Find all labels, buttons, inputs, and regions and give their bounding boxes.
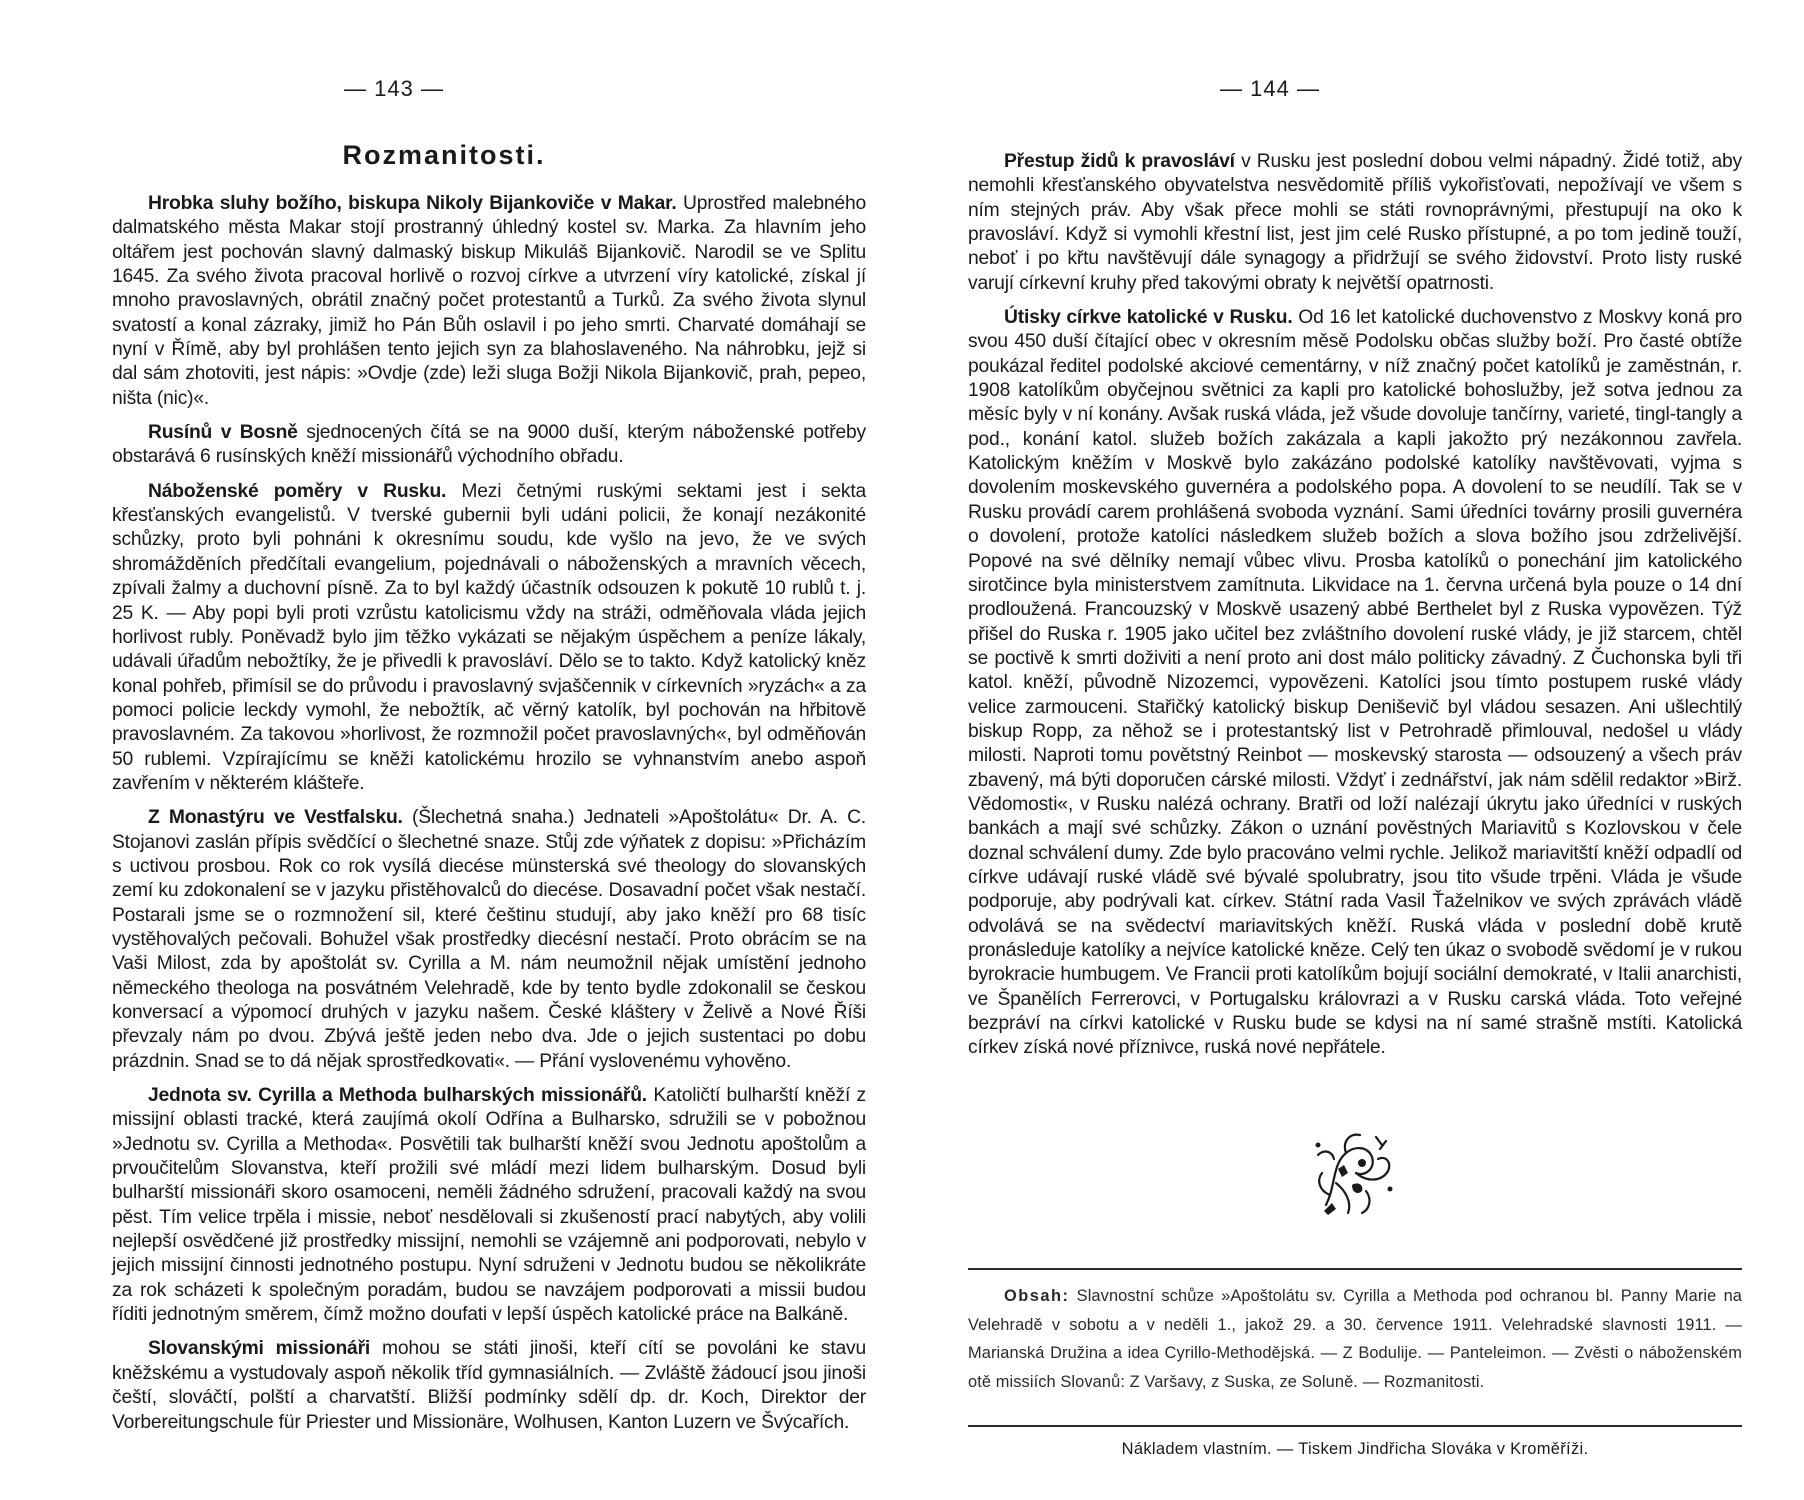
- article-heading: Útisky církve katolické v Rusku.: [1004, 307, 1293, 329]
- article-paragraph: [112, 421, 866, 470]
- article-paragraph: [112, 1084, 866, 1327]
- article-text: Mezi četnými ruskými sektami jest i sekta křesťanských evangelistů. V tverské gubernii byli udáni policii, že konají nezákonité schůzky, proto byli pohnáni k okresnímu soudu, kde vyšlo na jevo, že ve svých shromážděních předčítali evangelium, pojednávali o náboženských a mravních věcech, zpívali žalmy a duchovní písně. Za to byl každý účastník odsouzen k pokutě 10 rublů t. j. 25 K. — Aby popi byli proti vzrůstu katolicismu vždy na stráži, odměňovala vláda jejich horlivost rubly. Poněvadž bylo jim těžko vykázati se nějakým úspěchem a peníze lákaly, udávali úřadům nebožtíky, že je přivedli k pravosláví. Dělo se to takto. Když katolický kněz konal pohřeb, přimísil se do průvodu i pravoslavný svjaščennik v církevních »ryzách« a za pomoci policie leckdy vymohl, že nebožtík, ač věrný katolík, byl pochován na hřbitově pravoslavném. Za takovou »horlivost, že rozmnožil počet pravoslavných«, byl odměňován 50 rublemi. Vzpírajícímu se kněži katolickému hrozilo se vyhnanstvím anebo aspoň zavřením v některém klášteře.: [112, 480, 867, 794]
- article-text: v Rusku jest poslední dobou velmi nápadný. Židé totiž, aby nemohli křesťanského obyvatelstva nesvědomitě příliš vykořisťovati, nepožívají ve všem s ním stejných práv. Aby však přece mohli se státi rovnoprávnými, přestupují na oko k pravosláví. Když si vymohli křestní list, jest jim celé Rusko přístupné, a po tom jedině touží, neboť i po křtu navštěvují dále synagogy a přidržují se svého židovství. Proto listy ruské varují církevní kruhy před takovými obraty k největší opatrnosti.: [968, 151, 1742, 294]
- article-paragraph: [112, 1337, 866, 1434]
- contents-label: Obsah:: [1004, 1287, 1070, 1305]
- article-paragraph: [112, 192, 866, 411]
- publisher-imprint: Nákladem vlastním. — Tiskem Jindřicha Slováka v Kroměříži.: [1121, 1440, 1589, 1458]
- article-text: mohou se státi jinoši, kteří cítí se povoláni ke stavu kněžskému a vystudovaly aspoň několik tříd gymnasiálních. — Zvláště žádoucí jsou jinoši čeští, slováčtí, polští a charvatští. Bližší podmínky sdělí dp. dr. Koch, Direktor der Vorbereitungschule für Priester und Missionäre, Wolhusen, Kanton Luzern ve Švýcařích.: [112, 1338, 866, 1433]
- article-text: Uprostřed malebného dalmatského města Makar stojí prostranný úhledný kostel sv. Marka. Za hlavním jeho oltářem jest pochován slavný dalmaský biskup Mikuláš Bijankovič. Narodil se ve Splitu 1645. Za svého života pracoval horlivě o rozvoj církve a utvrzení víry katolické, získal jí mnoho pravoslavných, obrátil značný počet protestantů a Turků. Za svého života slynul svatostí a konal zázraky, jimiž ho Pán Bůh oslavil i po jeho smrti. Charvaté domáhají se nyní v Římě, aby byl prohlášen tento jejich syn za blahoslaveného. Na náhrobku, jejž si dal sám zhotoviti, jest nápis: »Ovdje (zde) leži sluga Božji Nikola Bijankovič, prah, pepeo, ništa (nic)«.: [112, 193, 866, 409]
- left-page-content: [112, 192, 866, 1445]
- fleuron-ornament-icon: [1306, 1125, 1402, 1219]
- article-heading: Z Monastýru ve Vestfalsku.: [148, 807, 403, 829]
- article-heading: Slovanskými missionáři: [148, 1338, 371, 1360]
- page-number: — 144 —: [1220, 76, 1320, 101]
- divider-rule: [968, 1425, 1742, 1427]
- contents-text: Slavnostní schůze »Apoštolátu sv. Cyrilla a Methoda pod ochranou bl. Panny Marie na Velehradě v sobotu a v neděli 1., jakož 29. a 30. července 1911. Velehradské slavnosti 1911. — Marianská Družina a idea Cyrillo-Methodějská. — Z Bodulije. — Panteleimon. — Zvěsti o náboženském otě missiích Slovanů: Z Varšavy, z Suska, ze Soluně. — Rozmanitosti.: [968, 1287, 1742, 1391]
- page-number: — 143 —: [344, 76, 444, 101]
- article-heading: Rusínů v Bosně: [148, 422, 298, 444]
- article-heading: Přestup židů k pravosláví: [1004, 151, 1235, 172]
- divider-rule: [968, 1268, 1742, 1270]
- article-text: sjednocených čítá se na 9000 duší, kterým náboženské potřeby obstarává 6 rusínských kněží missionářů východního obřadu.: [112, 422, 866, 468]
- article-paragraph: [968, 306, 1742, 1061]
- section-title: Rozmanitosti.: [342, 140, 546, 170]
- article-text: (Šlechetná snaha.) Jednateli »Apoštolátu« Dr. A. C. Stojanovi zaslán přípis svědčící o šlechetné snaze. Stůj zde výňatek z dopisu: »Přicházím s uctivou prosbou. Rok co rok vysílá diecése münsterská své theology do slovanských zemí ku zdokonalení se v jazyku přistěhovalců do diecése. Dosavadní počet však nestačí. Postarali jsme se o rozmnožení sil, které češtinu studují, aby jako kněží pro 68 tisíc vystěhovalých pečovali. Bohužel však prostředky diecésní nestačí. Proto obrácím se na Vaši Milost, zda by apoštolát sv. Cyrilla a M. nám neumožnil nějak umístění jednoho německého theologa na posvátném Velehradě, kde by tento bydle zdokonalil se českou konversací a výpomocí druhých v jazyku našem. České kláštery v Želivě a Nové Říši převzaly nám po dvou. Zbývá ještě jeden nebo dva. Jde o jejich sustentaci po dobu prázdnin. Snad se to dá nějak sprostředkovati«. — Přání vyslovenému vyhověno.: [112, 807, 866, 1072]
- article-heading: Náboženské poměry v Rusku.: [148, 480, 447, 502]
- article-text: Od 16 let katolické duchovenstvo z Moskvy koná pro svou 450 duší čítající obec v okresním měsě Podolsku občas služby boží. Pro časté obtíže poukázal ředitel podolské akciové cementárny, v níž značný počet katolíků je zaměstnán, r. 1908 katolíkům obyčejnou světnici za kapli pro katolické bohoslužby, jež sotva jednou za měsíc byly v ní konány. Avšak ruská vláda, jež všude dovoluje tančírny, varieté, tingl-tangly a pod., konání katol. služeb božích zakázala a kapli jakožto prý nezákonnou zavřela. Katolickým kněžím v Moskvě bylo zakázáno podolské katolíky navštěvovati, vyjma s dovolením moskevského guvernéra a podolského popa. A dovolení to se neudílí. Tak se v Rusku provádí carem prohlášená svoboda vyznání. Sami úředníci továrny prosili guvernéra o dovolení, protože katolíci následkem služeb božích a slova božího jsou zdrželivější. Popové na své dělníky nemají vůbec vlivu. Prosba katolíků o ponechání jim katolického sirotčince byla ministerstvem zamítnuta. Likvidace na 1. června určená byla pouze o 14 dní prodloužená. Francouzský v Moskvě usazený abbé Berthelet byl z Ruska vypovězen. Týž přišel do Ruska r. 1905 jako učitel bez zvláštního dovolení ruské vlády, je již starcem, chtěl se poctivě k smrti doživiti a není proto ani dost málo politicky závadný. Z Čuchonska byli tři katol. kněží, původně Nizozemci, vypovězeni. Katolíci jsou tímto postupem ruské vlády velice zarmouceni. Stařičký katolický biskup Deniševič byl vládou sesazen. Ani ušlechtilý biskup Ropp, za něhož se i protestantský list v Petrohradě přimlouval, nedošel u vlády milosti. Naproti tomu povětstný Reinbot — moskevský starosta — odsouzený a všech práv zbavený, má býti doporučen cárské milosti. Vždyť i zednářství, jak nám sdělil redaktor »Birž. Vědomosti«, v Rusku nalézá ochrany. Bratři od loží nalézají úkrytu jako úředníci v ruských bankách a mají své schůzky. Zákon o uznání pověstných Mariavitů s Kozlovskou v čele doznal schválení dumy. Zde bylo pracováno velmi rychle. Jelikož mariavitští kněží odpadlí od církve udávají ruské vládě své bývalé spolubratry, jsou tito všude trpěni. Vláda je všude podporuje, aby podrývali kat. církev. Státní rada Vasil Ťaželnikov ve svých zprávách vládě odvolává se na svědectví mariavitských kněží. Ruská vláda v poslední době krutě pronásleduje katolíky a nejvíce katolické kněze. Celý ten úkaz o svobodě svědomí je v rukou byrokracie humbugem. Ve Francii proti katolíkům bojují sociální demokraté, v Italii anarchisti, ve Španělích Ferrerovci, v Portugalsku královrazi a v Rusku carská vláda. Toto veřejné bezpráví na církvi katolické v Rusku bude se kdysi na ní samé strašně mstíti. Katolická církev získá nové příznivce, ruská nové nepřátele.: [968, 307, 1742, 1059]
- article-paragraph: [112, 806, 866, 1074]
- article-paragraph: [968, 150, 1742, 296]
- article-text: Katoličtí bulharští kněží z missijní oblasti tracké, která zaujímá okolí Odřína a Bulharsko, sdružili se v pobožnou »Jednotu sv. Cyrilla a Methoda«. Posvětili tak bulharští kněží svou Jednotu apoštolům a prvoučitelům Slovanstva, kteří prožili své mládí mezi lidem bulharským. Dosud byli bulharští missionáři skoro osamoceni, neměli žádného sdružení, pracovali každý na svou pěst. Tím velice trpěla i missie, neboť nesdělovali si zkušeností prací nabytých, aby volili nejlepší osvědčené již prostředky missijní, nemohli se vzájemně ani podporovati, nebylo v jejich missijní činnosti jednotného postupu. Nyní sdruženi v Jednotu budou se několikráte za rok scházeti k společným poradám, budou se navzájem podporovati a missii budou říditi jednotným směrem, čímž možno doufati v lepší úspěch katolické práce na Balkáně.: [112, 1085, 866, 1326]
- article-heading: Hrobka sluhy božího, biskupa Nikoly Bijankoviče v Makar.: [148, 193, 677, 214]
- article-heading: Jednota sv. Cyrilla a Methoda bulharských missionářů.: [148, 1085, 647, 1107]
- table-of-contents: [968, 1282, 1742, 1396]
- right-page-content: [968, 150, 1742, 1071]
- article-paragraph: [112, 480, 866, 796]
